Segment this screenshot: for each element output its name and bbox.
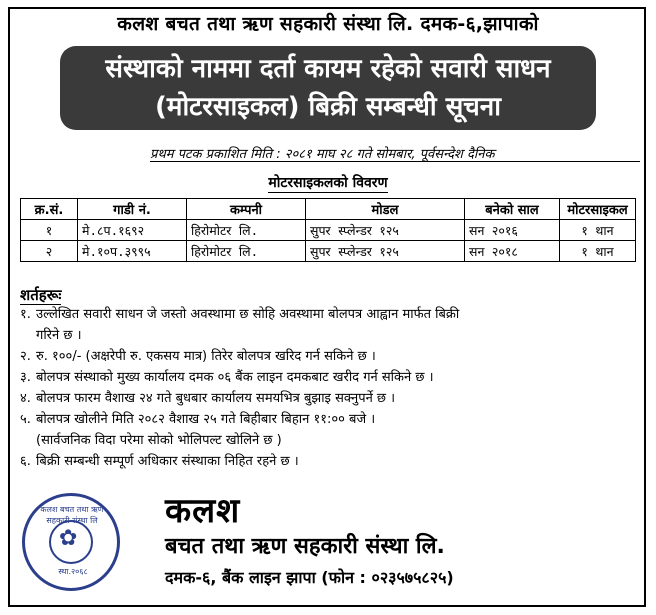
term-text: बोलपत्र फारम वैशाख २४ गते बुधबार कार्यालय समयभित्र बुझाइ सक्नुपर्ने छ । xyxy=(36,391,396,406)
vehicle-table xyxy=(20,198,636,262)
table-cell: सन २०१६ xyxy=(465,220,560,241)
column-header: बनेको साल xyxy=(465,199,560,220)
notice-title-box xyxy=(60,46,596,130)
notice-title-line2: (मोटरसाइकल) बिक्री सम्बन्धी सूचना xyxy=(155,92,501,122)
table-cell: १ xyxy=(21,220,78,241)
table-cell: सुपर स्प्लेन्डर १२५ xyxy=(306,241,465,262)
term-item xyxy=(20,452,640,472)
term-item xyxy=(20,305,640,325)
seal-year: स्था.२०६८ xyxy=(58,567,88,576)
term-item xyxy=(20,347,640,367)
column-header: गाडी नं. xyxy=(78,199,187,220)
term-text: गरिने छ । xyxy=(36,328,82,343)
org-header: कलश बचत तथा ऋण सहकारी संस्था लि. दमक-६,झापाको xyxy=(117,13,539,35)
table-header-row xyxy=(21,199,636,220)
term-number: २. xyxy=(20,349,31,364)
terms-heading xyxy=(20,285,61,305)
table-caption xyxy=(0,173,656,192)
table-cell: १ थान xyxy=(560,220,636,241)
table-row xyxy=(21,241,636,262)
terms-list xyxy=(20,305,640,473)
publication-line xyxy=(150,144,494,162)
signature-org: बचत तथा ऋण सहकारी संस्था लि. xyxy=(165,534,445,559)
column-header: कम्पनी xyxy=(187,199,306,220)
column-header: क्र.सं. xyxy=(21,199,78,220)
term-text: (सार्वजनिक विदा परेमा सोको भोलिपल्ट खोलिने छ ) xyxy=(36,433,282,448)
table-cell: २ xyxy=(21,241,78,262)
table-cell: मे.१०प.३९९५ xyxy=(78,241,187,262)
term-number: १. xyxy=(20,307,31,322)
term-number: ३. xyxy=(20,370,31,385)
term-text: उल्लेखित सवारी साधन जे जस्तो अवस्थामा छ सोहि अवस्थामा बोलपत्र आह्वान मार्फत बिक्री xyxy=(36,307,460,322)
publication-text: प्रथम पटक प्रकाशित मिति : २०८१ माघ २८ गते सोमबार, पूर्वसन्देश दैनिक xyxy=(150,147,495,162)
term-text: रु. १००/- (अक्षरेपी रु. एकसय मात्र) तिरेर बोलपत्र खरिद गर्न सकिने छ । xyxy=(36,349,376,364)
table-cell: मे.८प.१६९२ xyxy=(78,220,187,241)
term-item xyxy=(20,410,640,430)
publication-underline xyxy=(150,161,640,162)
notice-title-line1: संस्थाको नाममा दर्ता कायम रहेको सवारी साधन xyxy=(105,54,551,84)
table-cell: १ थान xyxy=(560,241,636,262)
term-item xyxy=(20,326,640,346)
signature-address: दमक-६, बैंक लाइन झापा (फोन : ०२३५७५८२५) xyxy=(165,568,454,587)
term-item xyxy=(20,368,640,388)
column-header: मोटरसाइकल xyxy=(560,199,636,220)
term-number: ५. xyxy=(20,412,31,427)
table-cell: सन २०१८ xyxy=(465,241,560,262)
table-cell: हिरोमोटर लि. xyxy=(187,220,306,241)
emblem-icon: ✿ xyxy=(59,526,78,551)
term-text: बिक्री सम्बन्धी सम्पूर्ण अधिकार संस्थाका निहित रहने छ । xyxy=(36,454,299,469)
signature-name: कलश xyxy=(165,491,241,531)
table-cell: हिरोमोटर लि. xyxy=(187,241,306,262)
seal-text: कलश बचत तथा ऋण सहकारी संस्था लि xyxy=(40,505,104,525)
terms-heading-text: शर्तहरूः xyxy=(20,286,62,304)
organization-seal xyxy=(22,493,120,591)
term-text: बोलपत्र खोलीने मिति २०८२ वैशाख २५ गते बिहीबार बिहान ११:०० बजे । xyxy=(36,412,376,427)
table-row xyxy=(21,220,636,241)
term-text: बोलपत्र संस्थाको मुख्य कार्यालय दमक ०६ बैंक लाइन दमकबाट खरीद गर्न सकिने छ । xyxy=(36,370,434,385)
term-item xyxy=(20,389,640,409)
term-item xyxy=(20,431,640,451)
column-header: मोडल xyxy=(306,199,465,220)
term-number: ६. xyxy=(20,454,31,469)
table-caption-text: मोटरसाइकलको विवरण xyxy=(268,175,388,191)
term-number: ४. xyxy=(20,391,31,406)
table-cell: सुपर स्प्लेन्डर १२५ xyxy=(306,220,465,241)
